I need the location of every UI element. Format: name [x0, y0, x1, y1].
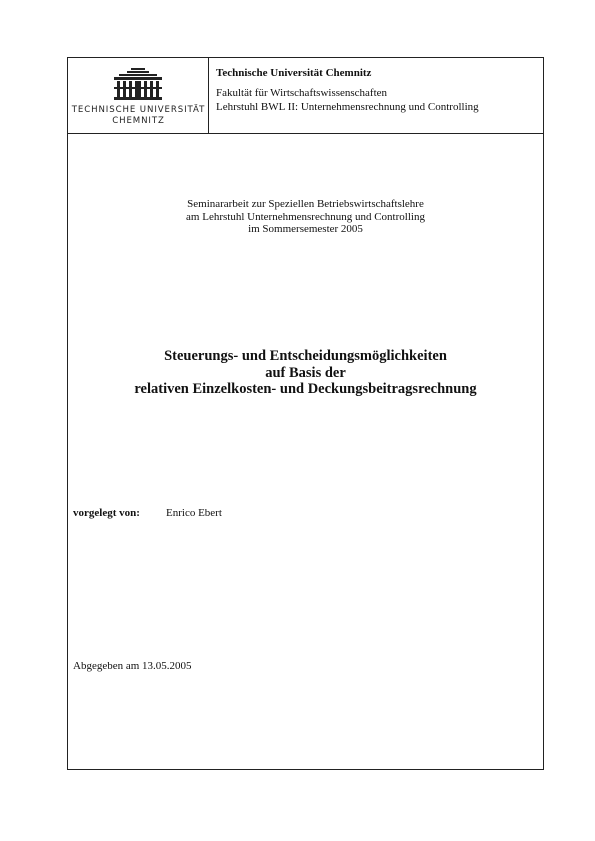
seminar-line-1: Seminararbeit zur Speziellen Betriebswirtschaftslehre	[187, 198, 424, 210]
author-label: vorgelegt von:	[73, 507, 140, 519]
seminar-info	[68, 198, 543, 236]
logo-text-line2: CHEMNITZ	[112, 116, 165, 126]
title-line-3: relativen Einzelkosten- und Deckungsbeitragsrechnung	[134, 381, 477, 397]
logo-text-line1: TECHNISCHE UNIVERSITÄT	[71, 105, 206, 115]
seminar-line-3: im Sommersemester 2005	[248, 223, 363, 235]
chair-name: Lehrstuhl BWL II: Unternehmensrechnung und Controlling	[216, 101, 479, 113]
tu-chemnitz-building-icon	[113, 67, 163, 101]
author-name: Enrico Ebert	[166, 507, 222, 519]
logo-cell	[68, 58, 209, 133]
title-line-2: auf Basis der	[265, 364, 346, 381]
faculty-name: Fakultät für Wirtschaftswissenschaften	[216, 87, 388, 99]
seminar-line-2: am Lehrstuhl Unternehmensrechnung und Controlling	[186, 210, 425, 223]
thesis-title	[68, 348, 543, 398]
university-name: Technische Universität Chemnitz	[216, 67, 372, 79]
submission-date: Abgegeben am 13.05.2005	[73, 660, 192, 672]
title-line-1: Steuerungs- und Entscheidungsmöglichkeiten	[164, 348, 447, 364]
title-page-frame	[67, 57, 544, 770]
header	[68, 58, 543, 134]
author-line	[73, 507, 222, 519]
